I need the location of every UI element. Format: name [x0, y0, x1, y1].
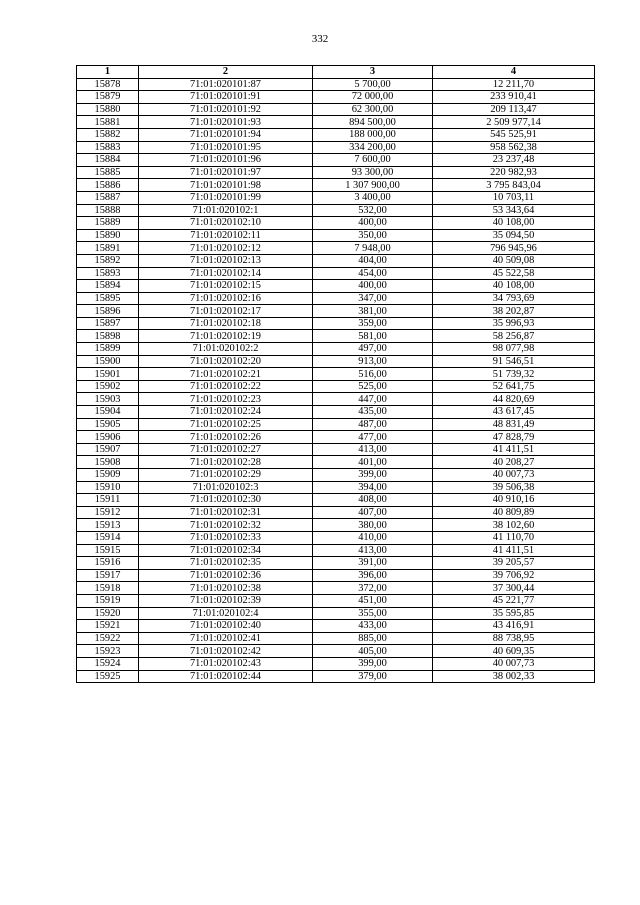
table-body — [77, 78, 595, 683]
table-row — [77, 544, 595, 557]
value-cell: 40 910,16 — [433, 494, 595, 507]
table-row — [77, 494, 595, 507]
area-cell: 525,00 — [313, 380, 433, 393]
cadastral-number-cell: 71:01:020102:26 — [139, 431, 313, 444]
area-cell: 447,00 — [313, 393, 433, 406]
cadastral-number-cell: 71:01:020102:30 — [139, 494, 313, 507]
table-row — [77, 91, 595, 104]
table-row — [77, 179, 595, 192]
cadastral-number-cell: 71:01:020102:43 — [139, 657, 313, 670]
column-header-3: 3 — [313, 66, 433, 79]
table-row — [77, 317, 595, 330]
value-cell: 958 562,38 — [433, 141, 595, 154]
area-cell: 581,00 — [313, 330, 433, 343]
row-number-cell: 15920 — [77, 607, 139, 620]
area-cell: 188 000,00 — [313, 128, 433, 141]
area-cell: 885,00 — [313, 632, 433, 645]
row-number-cell: 15905 — [77, 418, 139, 431]
cadastral-number-cell: 71:01:020102:10 — [139, 217, 313, 230]
cadastral-value-table — [76, 65, 595, 683]
row-number-cell: 15888 — [77, 204, 139, 217]
area-cell: 391,00 — [313, 557, 433, 570]
table-row — [77, 280, 595, 293]
area-cell: 5 700,00 — [313, 78, 433, 91]
area-cell: 497,00 — [313, 343, 433, 356]
table-row — [77, 469, 595, 482]
value-cell: 39 205,57 — [433, 557, 595, 570]
area-cell: 404,00 — [313, 254, 433, 267]
cadastral-number-cell: 71:01:020101:93 — [139, 116, 313, 129]
table-row — [77, 305, 595, 318]
value-cell: 41 110,70 — [433, 531, 595, 544]
row-number-cell: 15900 — [77, 355, 139, 368]
cadastral-number-cell: 71:01:020102:13 — [139, 254, 313, 267]
value-cell: 40 007,73 — [433, 657, 595, 670]
value-cell: 91 546,51 — [433, 355, 595, 368]
area-cell: 396,00 — [313, 569, 433, 582]
value-cell: 53 343,64 — [433, 204, 595, 217]
table-row — [77, 531, 595, 544]
area-cell: 347,00 — [313, 292, 433, 305]
table-row — [77, 166, 595, 179]
area-cell: 72 000,00 — [313, 91, 433, 104]
value-cell: 52 641,75 — [433, 380, 595, 393]
value-cell: 47 828,79 — [433, 431, 595, 444]
value-cell: 38 002,33 — [433, 670, 595, 683]
cadastral-number-cell: 71:01:020102:25 — [139, 418, 313, 431]
cadastral-number-cell: 71:01:020102:41 — [139, 632, 313, 645]
cadastral-number-cell: 71:01:020101:92 — [139, 103, 313, 116]
cadastral-number-cell: 71:01:020102:12 — [139, 242, 313, 255]
value-cell: 40 509,08 — [433, 254, 595, 267]
table-row — [77, 632, 595, 645]
row-number-cell: 15922 — [77, 632, 139, 645]
value-cell: 35 094,50 — [433, 229, 595, 242]
row-number-cell: 15915 — [77, 544, 139, 557]
value-cell: 35 996,93 — [433, 317, 595, 330]
table-row — [77, 380, 595, 393]
area-cell: 372,00 — [313, 582, 433, 595]
area-cell: 62 300,00 — [313, 103, 433, 116]
cadastral-number-cell: 71:01:020101:97 — [139, 166, 313, 179]
table-row — [77, 330, 595, 343]
table-row — [77, 355, 595, 368]
table-row — [77, 191, 595, 204]
table-row — [77, 229, 595, 242]
cadastral-number-cell: 71:01:020102:17 — [139, 305, 313, 318]
table-row — [77, 456, 595, 469]
value-cell: 43 416,91 — [433, 620, 595, 633]
row-number-cell: 15885 — [77, 166, 139, 179]
row-number-cell: 15886 — [77, 179, 139, 192]
row-number-cell: 15890 — [77, 229, 139, 242]
row-number-cell: 15899 — [77, 343, 139, 356]
table-row — [77, 217, 595, 230]
row-number-cell: 15903 — [77, 393, 139, 406]
cadastral-number-cell: 71:01:020101:95 — [139, 141, 313, 154]
cadastral-number-cell: 71:01:020102:14 — [139, 267, 313, 280]
value-cell: 3 795 843,04 — [433, 179, 595, 192]
area-cell: 359,00 — [313, 317, 433, 330]
value-cell: 45 221,77 — [433, 594, 595, 607]
row-number-cell: 15912 — [77, 506, 139, 519]
row-number-cell: 15918 — [77, 582, 139, 595]
row-number-cell: 15901 — [77, 368, 139, 381]
value-cell: 44 820,69 — [433, 393, 595, 406]
cadastral-number-cell: 71:01:020102:34 — [139, 544, 313, 557]
table-row — [77, 368, 595, 381]
table-row — [77, 267, 595, 280]
row-number-cell: 15892 — [77, 254, 139, 267]
cadastral-number-cell: 71:01:020102:3 — [139, 481, 313, 494]
table-row — [77, 557, 595, 570]
cadastral-number-cell: 71:01:020102:39 — [139, 594, 313, 607]
cadastral-number-cell: 71:01:020101:98 — [139, 179, 313, 192]
area-cell: 408,00 — [313, 494, 433, 507]
page-number: 332 — [311, 33, 329, 45]
value-cell: 23 237,48 — [433, 154, 595, 167]
value-cell: 796 945,96 — [433, 242, 595, 255]
table-row — [77, 103, 595, 116]
table-row — [77, 569, 595, 582]
area-cell: 7 600,00 — [313, 154, 433, 167]
value-cell: 2 509 977,14 — [433, 116, 595, 129]
value-cell: 45 522,58 — [433, 267, 595, 280]
value-cell: 48 831,49 — [433, 418, 595, 431]
area-cell: 405,00 — [313, 645, 433, 658]
value-cell: 43 617,45 — [433, 406, 595, 419]
row-number-cell: 15923 — [77, 645, 139, 658]
cadastral-number-cell: 71:01:020102:4 — [139, 607, 313, 620]
cadastral-number-cell: 71:01:020102:28 — [139, 456, 313, 469]
value-cell: 38 102,60 — [433, 519, 595, 532]
row-number-cell: 15921 — [77, 620, 139, 633]
cadastral-number-cell: 71:01:020102:2 — [139, 343, 313, 356]
value-cell: 39 706,92 — [433, 569, 595, 582]
row-number-cell: 15891 — [77, 242, 139, 255]
area-cell: 1 307 900,00 — [313, 179, 433, 192]
table-row — [77, 128, 595, 141]
row-number-cell: 15910 — [77, 481, 139, 494]
area-cell: 532,00 — [313, 204, 433, 217]
table-row — [77, 670, 595, 683]
row-number-cell: 15889 — [77, 217, 139, 230]
value-cell: 10 703,11 — [433, 191, 595, 204]
value-cell: 40 208,27 — [433, 456, 595, 469]
table-row — [77, 443, 595, 456]
row-number-cell: 15925 — [77, 670, 139, 683]
area-cell: 7 948,00 — [313, 242, 433, 255]
area-cell: 379,00 — [313, 670, 433, 683]
area-cell: 413,00 — [313, 544, 433, 557]
area-cell: 355,00 — [313, 607, 433, 620]
cadastral-number-cell: 71:01:020102:22 — [139, 380, 313, 393]
value-cell: 40 609,35 — [433, 645, 595, 658]
row-number-cell: 15919 — [77, 594, 139, 607]
area-cell: 400,00 — [313, 280, 433, 293]
area-cell: 451,00 — [313, 594, 433, 607]
table-row — [77, 418, 595, 431]
row-number-cell: 15881 — [77, 116, 139, 129]
cadastral-number-cell: 71:01:020102:16 — [139, 292, 313, 305]
table-row — [77, 78, 595, 91]
value-cell: 51 739,32 — [433, 368, 595, 381]
area-cell: 380,00 — [313, 519, 433, 532]
cadastral-number-cell: 71:01:020102:44 — [139, 670, 313, 683]
cadastral-number-cell: 71:01:020101:99 — [139, 191, 313, 204]
table-row — [77, 393, 595, 406]
table-row — [77, 620, 595, 633]
cadastral-number-cell: 71:01:020102:27 — [139, 443, 313, 456]
table-row — [77, 582, 595, 595]
cadastral-number-cell: 71:01:020102:36 — [139, 569, 313, 582]
cadastral-number-cell: 71:01:020101:96 — [139, 154, 313, 167]
value-cell: 98 077,98 — [433, 343, 595, 356]
area-cell: 410,00 — [313, 531, 433, 544]
cadastral-number-cell: 71:01:020102:1 — [139, 204, 313, 217]
value-cell: 58 256,87 — [433, 330, 595, 343]
area-cell: 407,00 — [313, 506, 433, 519]
cadastral-number-cell: 71:01:020102:20 — [139, 355, 313, 368]
area-cell: 401,00 — [313, 456, 433, 469]
value-cell: 35 595,85 — [433, 607, 595, 620]
table-row — [77, 506, 595, 519]
row-number-cell: 15883 — [77, 141, 139, 154]
cadastral-number-cell: 71:01:020102:11 — [139, 229, 313, 242]
row-number-cell: 15893 — [77, 267, 139, 280]
row-number-cell: 15924 — [77, 657, 139, 670]
table-row — [77, 254, 595, 267]
table-row — [77, 594, 595, 607]
area-cell: 487,00 — [313, 418, 433, 431]
cadastral-number-cell: 71:01:020102:33 — [139, 531, 313, 544]
row-number-cell: 15895 — [77, 292, 139, 305]
area-cell: 413,00 — [313, 443, 433, 456]
value-cell: 40 108,00 — [433, 280, 595, 293]
area-cell: 516,00 — [313, 368, 433, 381]
area-cell: 399,00 — [313, 657, 433, 670]
cadastral-number-cell: 71:01:020102:40 — [139, 620, 313, 633]
value-cell: 40 108,00 — [433, 217, 595, 230]
row-number-cell: 15904 — [77, 406, 139, 419]
row-number-cell: 15909 — [77, 469, 139, 482]
area-cell: 894 500,00 — [313, 116, 433, 129]
cadastral-number-cell: 71:01:020102:29 — [139, 469, 313, 482]
area-cell: 381,00 — [313, 305, 433, 318]
value-cell: 37 300,44 — [433, 582, 595, 595]
row-number-cell: 15906 — [77, 431, 139, 444]
cadastral-number-cell: 71:01:020102:32 — [139, 519, 313, 532]
cadastral-number-cell: 71:01:020102:19 — [139, 330, 313, 343]
table-row — [77, 645, 595, 658]
area-cell: 3 400,00 — [313, 191, 433, 204]
area-cell: 913,00 — [313, 355, 433, 368]
area-cell: 350,00 — [313, 229, 433, 242]
row-number-cell: 15898 — [77, 330, 139, 343]
area-cell: 399,00 — [313, 469, 433, 482]
value-cell: 40 007,73 — [433, 469, 595, 482]
row-number-cell: 15911 — [77, 494, 139, 507]
row-number-cell: 15882 — [77, 128, 139, 141]
table-row — [77, 343, 595, 356]
value-cell: 40 809,89 — [433, 506, 595, 519]
cadastral-number-cell: 71:01:020102:15 — [139, 280, 313, 293]
table-row — [77, 481, 595, 494]
cadastral-number-cell: 71:01:020102:35 — [139, 557, 313, 570]
cadastral-number-cell: 71:01:020101:87 — [139, 78, 313, 91]
value-cell: 233 910,41 — [433, 91, 595, 104]
cadastral-number-cell: 71:01:020102:42 — [139, 645, 313, 658]
area-cell: 477,00 — [313, 431, 433, 444]
row-number-cell: 15908 — [77, 456, 139, 469]
row-number-cell: 15914 — [77, 531, 139, 544]
area-cell: 400,00 — [313, 217, 433, 230]
row-number-cell: 15887 — [77, 191, 139, 204]
table-row — [77, 406, 595, 419]
row-number-cell: 15917 — [77, 569, 139, 582]
value-cell: 209 113,47 — [433, 103, 595, 116]
column-header-4: 4 — [433, 66, 595, 79]
row-number-cell: 15907 — [77, 443, 139, 456]
cadastral-number-cell: 71:01:020101:91 — [139, 91, 313, 104]
table-row — [77, 204, 595, 217]
value-cell: 38 202,87 — [433, 305, 595, 318]
cadastral-number-cell: 71:01:020102:38 — [139, 582, 313, 595]
row-number-cell: 15880 — [77, 103, 139, 116]
cadastral-number-cell: 71:01:020101:94 — [139, 128, 313, 141]
row-number-cell: 15896 — [77, 305, 139, 318]
table-row — [77, 141, 595, 154]
area-cell: 435,00 — [313, 406, 433, 419]
row-number-cell: 15913 — [77, 519, 139, 532]
area-cell: 394,00 — [313, 481, 433, 494]
table-row — [77, 431, 595, 444]
row-number-cell: 15884 — [77, 154, 139, 167]
value-cell: 545 525,91 — [433, 128, 595, 141]
area-cell: 433,00 — [313, 620, 433, 633]
value-cell: 39 506,38 — [433, 481, 595, 494]
row-number-cell: 15894 — [77, 280, 139, 293]
value-cell: 34 793,69 — [433, 292, 595, 305]
row-number-cell: 15916 — [77, 557, 139, 570]
table-row — [77, 292, 595, 305]
value-cell: 41 411,51 — [433, 443, 595, 456]
area-cell: 334 200,00 — [313, 141, 433, 154]
table-row — [77, 116, 595, 129]
table-row — [77, 519, 595, 532]
value-cell: 220 982,93 — [433, 166, 595, 179]
cadastral-number-cell: 71:01:020102:31 — [139, 506, 313, 519]
row-number-cell: 15878 — [77, 78, 139, 91]
cadastral-number-cell: 71:01:020102:23 — [139, 393, 313, 406]
column-header-1: 1 — [77, 66, 139, 79]
value-cell: 88 738,95 — [433, 632, 595, 645]
row-number-cell: 15879 — [77, 91, 139, 104]
area-cell: 93 300,00 — [313, 166, 433, 179]
cadastral-number-cell: 71:01:020102:24 — [139, 406, 313, 419]
table-row — [77, 607, 595, 620]
row-number-cell: 15897 — [77, 317, 139, 330]
table-row — [77, 657, 595, 670]
table-header-row — [77, 66, 595, 79]
table-row — [77, 242, 595, 255]
value-cell: 41 411,51 — [433, 544, 595, 557]
value-cell: 12 211,70 — [433, 78, 595, 91]
column-header-2: 2 — [139, 66, 313, 79]
area-cell: 454,00 — [313, 267, 433, 280]
cadastral-number-cell: 71:01:020102:21 — [139, 368, 313, 381]
cadastral-number-cell: 71:01:020102:18 — [139, 317, 313, 330]
row-number-cell: 15902 — [77, 380, 139, 393]
table-row — [77, 154, 595, 167]
